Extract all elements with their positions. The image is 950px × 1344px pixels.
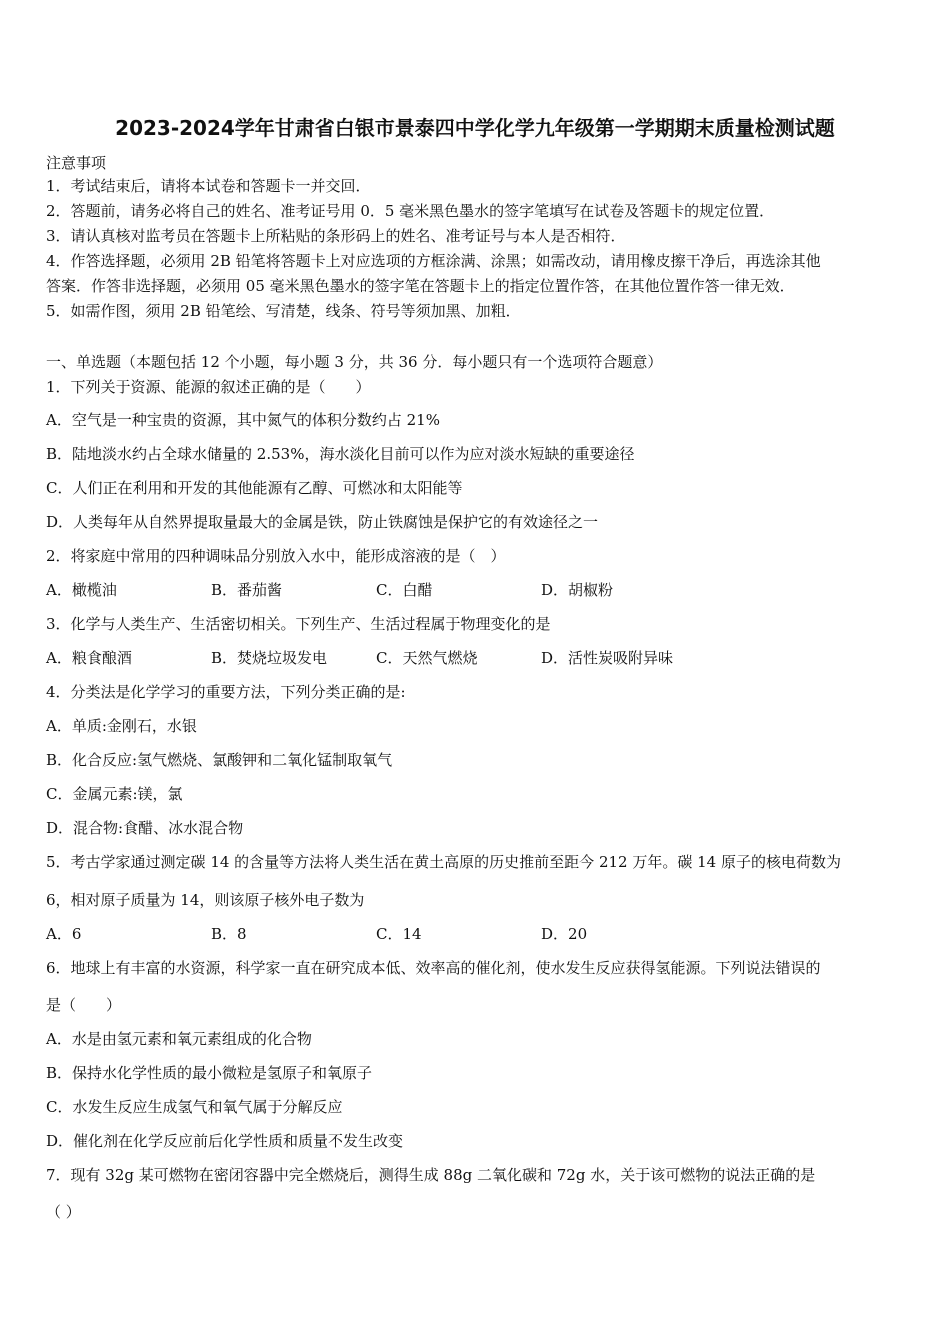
question-3-option-c: C．天然气燃烧 (376, 649, 478, 667)
notice-item: 5．如需作图，须用 2B 铅笔绘、写清楚，线条、符号等须加黑、加粗． (46, 302, 521, 320)
notice-item: 2．答题前，请务必将自己的姓名、准考证号用 0．5 毫米黑色墨水的签字笔填写在试卷及答题卡的规定位置． (46, 202, 775, 220)
question-1-option-d: D．人类每年从自然界提取量最大的金属是铁，防止铁腐蚀是保护它的有效途径之一 (46, 513, 599, 531)
question-2-option-c: C．白醋 (376, 581, 433, 599)
notice-item: 答案．作答非选择题，必须用 05 毫米黑色墨水的签字笔在答题卡上的指定位置作答，在其他位置作答一律无效． (46, 277, 795, 295)
question-5-stem-line-1: 5．考古学家通过测定碳 14 的含量等方法将人类生活在黄土高原的历史推前至距今 212 万年。碳 14 原子的核电荷数为 (46, 853, 841, 871)
question-4-stem: 4．分类法是化学学习的重要方法，下列分类正确的是: (46, 683, 406, 701)
page-title: 2023-2024学年甘肃省白银市景泰四中学化学九年级第一学期期末质量检测试题 (115, 116, 835, 140)
question-4-option-b: B．化合反应:氢气燃烧、氯酸钾和二氧化锰制取氧气 (46, 751, 393, 769)
question-4-option-c: C．金属元素:镁，氯 (46, 785, 183, 803)
question-6-option-a: A．水是由氢元素和氧元素组成的化合物 (46, 1030, 312, 1048)
question-2-stem: 2．将家庭中常用的四种调味品分别放入水中，能形成溶液的是（ ） (46, 547, 506, 565)
notice-item: 1．考试结束后，请将本试卷和答题卡一并交回． (46, 177, 371, 195)
question-6-stem-line-1: 6．地球上有丰富的水资源，科学家一直在研究成本低、效率高的催化剂，使水发生反应获得氢能源。下列说法错误的 (46, 959, 821, 977)
question-7-stem-line-2: （ ） (46, 1203, 81, 1221)
question-2-option-b: B．番茄酱 (211, 581, 283, 599)
question-6-option-b: B．保持水化学性质的最小微粒是氢原子和氧原子 (46, 1064, 373, 1082)
question-3-stem: 3．化学与人类生产、生活密切相关。下列生产、生活过程属于物理变化的是 (46, 615, 551, 633)
question-2-option-d: D．胡椒粉 (541, 581, 614, 599)
question-6-stem-line-2: 是（ ） (46, 996, 122, 1014)
section-heading: 一、单选题（本题包括 12 个小题，每小题 3 分，共 36 分．每小题只有一个选项符合题意） (46, 353, 663, 371)
question-5-option-d: D．20 (541, 925, 588, 943)
question-5-option-a: A．6 (46, 925, 82, 943)
question-1-stem: 1．下列关于资源、能源的叙述正确的是（ ） (46, 378, 371, 396)
question-5-option-b: B．8 (211, 925, 247, 943)
question-5-option-c: C．14 (376, 925, 422, 943)
question-4-option-d: D．混合物:食醋、冰水混合物 (46, 819, 244, 837)
question-6-option-c: C．水发生反应生成氢气和氧气属于分解反应 (46, 1098, 343, 1116)
question-5-stem-line-2: 6，相对原子质量为 14，则该原子核外电子数为 (46, 891, 365, 909)
question-1-option-c: C．人们正在利用和开发的其他能源有乙醇、可燃冰和太阳能等 (46, 479, 463, 497)
question-7-stem-line-1: 7．现有 32g 某可燃物在密闭容器中完全燃烧后，测得生成 88g 二氧化碳和 72g 水，关于该可燃物的说法正确的是 (46, 1166, 816, 1184)
question-2-option-a: A．橄榄油 (46, 581, 117, 599)
question-1-option-a: A．空气是一种宝贵的资源，其中氮气的体积分数约占 21% (46, 411, 440, 429)
question-6-option-d: D．催化剂在化学反应前后化学性质和质量不发生改变 (46, 1132, 404, 1150)
question-4-option-a: A．单质:金刚石，水银 (46, 717, 197, 735)
question-3-option-d: D．活性炭吸附异味 (541, 649, 674, 667)
notice-item: 3．请认真核对监考员在答题卡上所粘贴的条形码上的姓名、准考证号与本人是否相符． (46, 227, 626, 245)
notice-item: 4．作答选择题，必须用 2B 铅笔将答题卡上对应选项的方框涂满、涂黑；如需改动，请用橡皮擦干净后，再选涂其他 (46, 252, 821, 270)
question-3-option-b: B．焚烧垃圾发电 (211, 649, 328, 667)
question-3-option-a: A．粮食酿酒 (46, 649, 132, 667)
notice-heading: 注意事项 (46, 154, 107, 172)
question-1-option-b: B．陆地淡水约占全球水储量的 2.53%，海水淡化目前可以作为应对淡水短缺的重要途径 (46, 445, 635, 463)
